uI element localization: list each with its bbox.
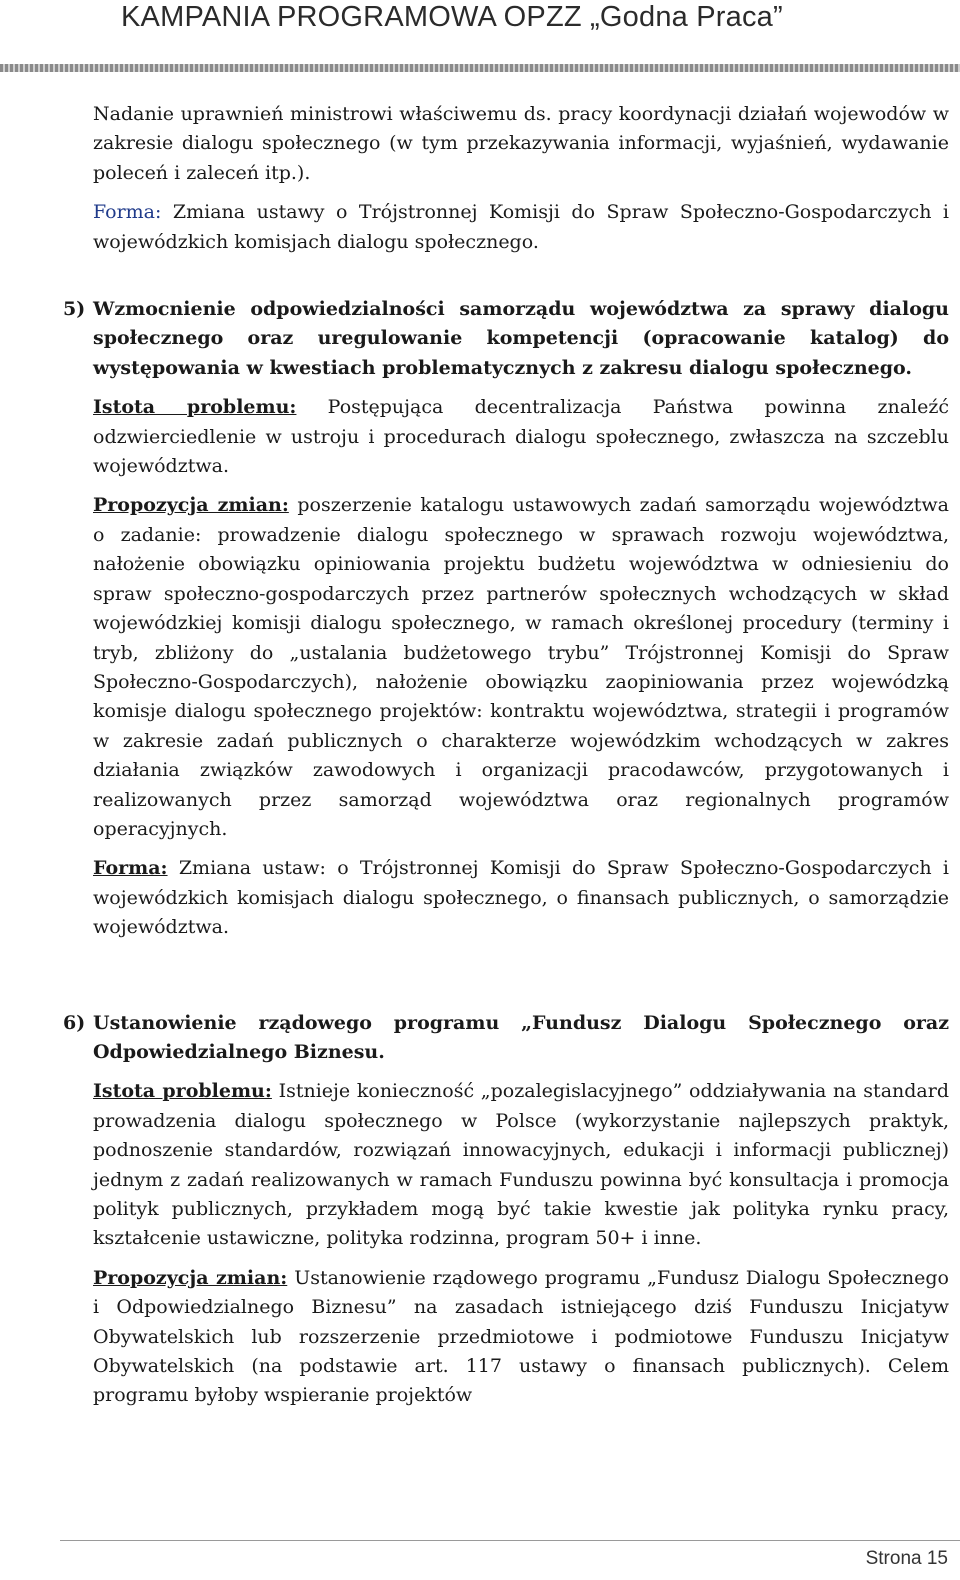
forma-paragraph (93, 854, 949, 942)
header-title: KAMPANIA PROGRAMOWA OPZZ „Godna Praca” (121, 1, 783, 33)
page-header (0, 0, 960, 68)
page-number: Strona 15 (865, 1548, 948, 1569)
intro-forma-paragraph (93, 198, 949, 257)
forma-text: Zmiana ustaw: o Trójstronnej Komisji do Spraw Społeczno-Gospodarczych i wojewódzkich komisjach dialogu społecznego, o finansach publicznych, o samorządzie województwa. (93, 857, 949, 939)
forma-text: Zmiana ustawy o Trójstronnej Komisji do Spraw Społeczno-Gospodarczych i wojewódzkich komisjach dialogu społecznego. (93, 201, 949, 253)
intro-paragraph: Nadanie uprawnień ministrowi właściwemu ds. pracy koordynacji działań wojewodów w zakresie dialogu społecznego (w tym przekazywania informacji, wyjaśnień, wydawanie poleceń i zaleceń itp.). (93, 103, 949, 184)
proposal-label: Propozycja zmian: (93, 494, 289, 517)
proposal-paragraph (93, 491, 949, 844)
item-number: 5) (63, 298, 86, 321)
problem-paragraph (93, 1077, 949, 1253)
problem-label: Istota problemu: (93, 396, 297, 419)
problem-paragraph (93, 393, 949, 481)
proposal-text: poszerzenie katalogu ustawowych zadań samorządu województwa o zadanie: prowadzenie dialogu społecznego w sprawach rozwoju województwa, nałożenie obowiązku opiniowania projektu budżetu województwa w odniesieniu do spraw społeczno-gospodarczych przez partnerów społecznych wchodzących w skład wojewódzkiej komisji dialogu społecznego, w ramach określonej procedury (terminy i tryb, zbliżony do „ustalania budżetowego trybu” Trójstronnej Komisji do Spraw Społeczno-Gospodarczych), nałożenie obowiązku zaopiniowania przez wojewódzką komisje dialogu społecznego projektów: kontraktu województwa, strategii i programów w zakresie zadań publicznych o charakterze wojewódzkim wchodzących w zakres działania związków zawodowych i organizacji pracodawców, przygotowanych i realizowanych przez samorząd województwa oraz regionalnych programów operacyjnych. (93, 494, 949, 840)
document-body (63, 100, 949, 1411)
item-number: 6) (63, 1011, 86, 1034)
proposal-label: Propozycja zmian: (93, 1266, 288, 1289)
forma-label: Forma: (93, 201, 162, 224)
proposal-text: Ustanowienie rządowego programu „Fundusz Dialogu Społecznego i Odpowiedzialnego Biznesu” na zasadach istniejącego dziś Funduszu Inicjatyw Obywatelskich lub rozszerzenie przedmiotowe i podmiotowe Funduszu Inicjatyw Obywatelskich (na podstawie art. 117 ustawy o finansach publicznych). Celem programu byłoby wspieranie projektów (93, 1266, 949, 1407)
proposal-paragraph (93, 1264, 949, 1411)
forma-label: Forma: (93, 857, 168, 880)
footer-divider (60, 1540, 960, 1541)
list-item-5 (63, 295, 949, 943)
problem-text: Istnieje konieczność „pozalegislacyjnego” oddziaływania na standard prowadzenia dialogu społecznego w Polsce (wykorzystanie najlepszych praktyk, podnoszenie standardów, rozwiązań innowacyjnych, edukacji i informacji publicznej) jednym z zadań realizowanych w ramach Funduszu powinna być konsultacja i promocja polityk publicznych, przykładem mogą być takie kwestie jak polityka rynku pracy, kształcenie ustawiczne, polityka rodzinna, program 50+ i inne. (93, 1080, 949, 1250)
page-footer (0, 1540, 960, 1580)
item-heading: Ustanowienie rządowego programu „Fundusz Dialogu Społecznego oraz Odpowiedzialnego Biznesu. (93, 1011, 949, 1063)
header-divider (0, 64, 960, 72)
list-item-6 (63, 1009, 949, 1411)
problem-label: Istota problemu: (93, 1080, 272, 1103)
problem-text: Postępująca decentralizacja Państwa powinna znaleźć odzwierciedlenie w ustroju i procedurach dialogu społecznego, zwłaszcza na szczeblu województwa. (93, 396, 949, 478)
item-heading: Wzmocnienie odpowiedzialności samorządu województwa za sprawy dialogu społecznego oraz uregulowanie kompetencji (opracowanie katalog) do występowania w kwestiach problematycznych z zakresu dialogu społecznego. (93, 298, 949, 379)
